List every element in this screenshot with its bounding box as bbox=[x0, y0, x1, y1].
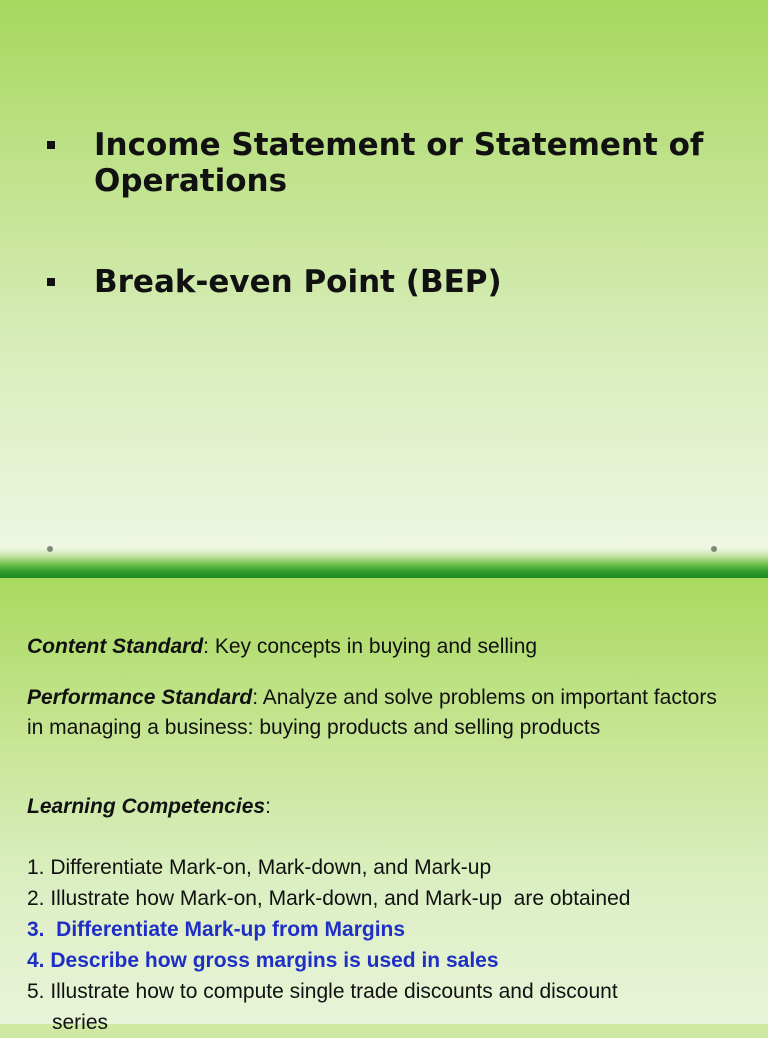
learning-competencies-suffix: : bbox=[265, 795, 271, 818]
performance-standard-label: Performance Standard bbox=[27, 686, 253, 709]
competency-item: 5. Illustrate how to compute single trade discounts and discount bbox=[27, 980, 618, 1003]
performance-standard-text: : Analyze and solve problems on important factors in managing a business: buying products and selling products bbox=[27, 686, 717, 739]
square-bullet-icon bbox=[47, 278, 55, 286]
content-standard-label: Content Standard bbox=[27, 635, 204, 658]
performance-standard bbox=[27, 683, 727, 743]
content-standard-text: : Key concepts in buying and selling bbox=[203, 635, 538, 658]
learning-competencies-label: Learning Competencies bbox=[27, 795, 266, 818]
competency-item-highlighted: 4. Describe how gross margins is used in sales bbox=[27, 949, 499, 972]
competency-item-highlighted: 3. Differentiate Mark-up from Margins bbox=[27, 918, 406, 941]
bullet-text: Break-even Point (BEP) bbox=[94, 264, 502, 300]
slide-corner-dot-icon bbox=[47, 546, 53, 552]
competency-item: 2. Illustrate how Mark-on, Mark-down, and Mark-up are obtained bbox=[27, 887, 631, 910]
learning-competencies-heading bbox=[27, 792, 727, 822]
competency-item: 1. Differentiate Mark-on, Mark-down, and Mark-up bbox=[27, 856, 492, 879]
square-bullet-icon bbox=[47, 141, 55, 149]
competency-item-continuation: series bbox=[52, 1011, 109, 1034]
content-standard bbox=[27, 632, 727, 662]
slide-divider-band bbox=[0, 548, 768, 578]
slide-corner-dot-icon bbox=[711, 546, 717, 552]
bullet-text: Income Statement or Statement of Operations bbox=[94, 127, 704, 199]
